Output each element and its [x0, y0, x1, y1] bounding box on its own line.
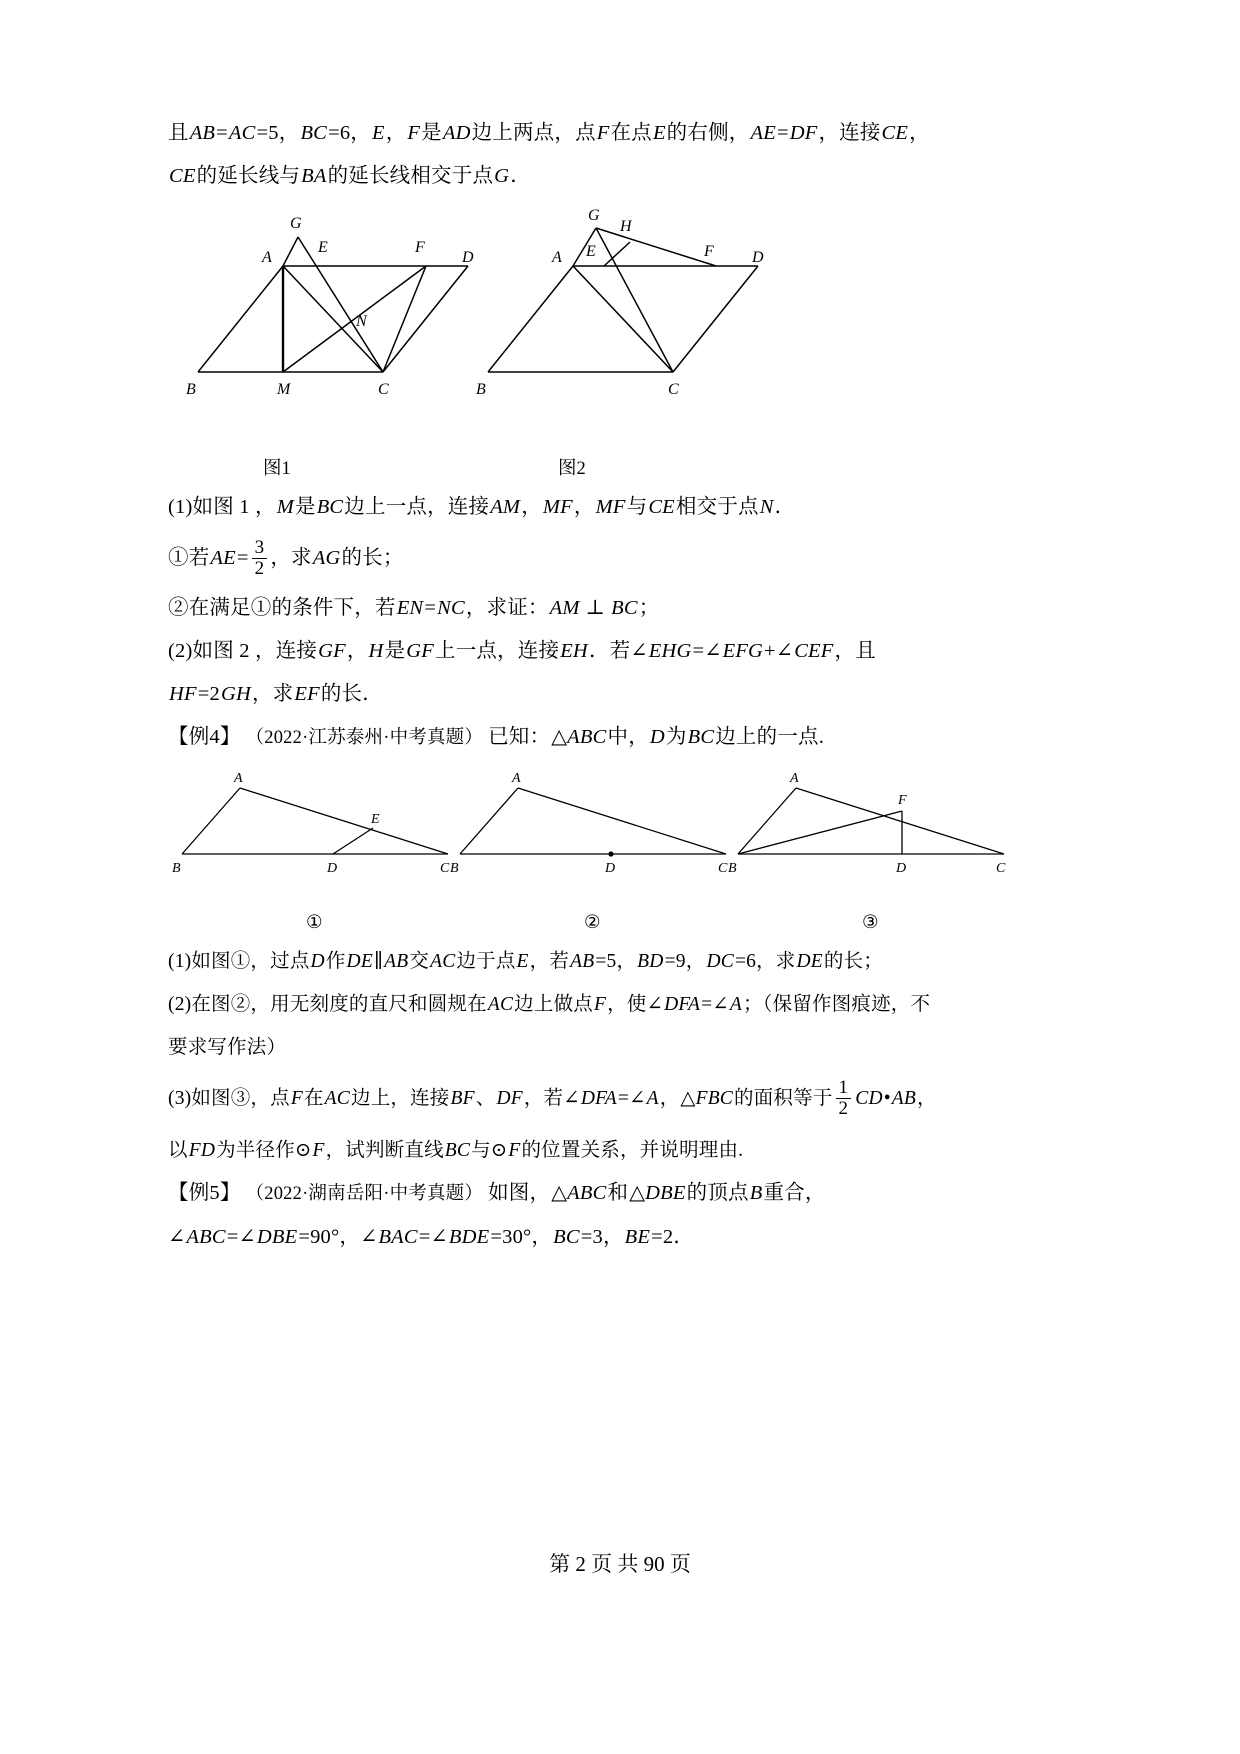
perpendicular-symbol: ⊥ [585, 597, 606, 619]
example-5-source: （2022·湖南岳阳·中考真题） [245, 1184, 484, 1204]
plus-angle: +∠ [764, 640, 794, 662]
figure-captions-row-2 [168, 912, 1080, 940]
figure-1-caption: 图1 [263, 459, 291, 479]
figure1-label-E: E [318, 239, 328, 256]
figure2-label-H: H [620, 218, 632, 235]
intro-line-2 [168, 155, 1080, 198]
ex4-question-2-line2 [168, 1026, 1080, 1069]
math-bc: BC [444, 1140, 471, 1161]
semicolon: ； [638, 597, 660, 619]
figure-2 [468, 204, 788, 419]
comma: 、 [475, 1088, 496, 1109]
ex4q2-text: 边上做点 [514, 994, 593, 1015]
parallel-symbol: ∥ [373, 951, 384, 972]
math-bc: BC [611, 597, 638, 619]
comma: ， [917, 1088, 937, 1109]
math-a: A [729, 994, 742, 1015]
triangle3-label-D: D [896, 861, 907, 876]
period: ． [510, 165, 531, 187]
math-bc: BC [316, 496, 344, 518]
math-e: E [516, 951, 529, 972]
ex4q1-text: 的长； [823, 951, 884, 972]
math-de: DE [346, 951, 373, 972]
ex5-text: 重合， [763, 1182, 826, 1204]
math-bc: BC [687, 726, 715, 748]
math-n: N [759, 496, 774, 518]
val-5: =5 [256, 122, 279, 144]
ex4-question-1 [168, 940, 1080, 983]
triangle3-label-B: B [728, 861, 737, 876]
math-gf: GF [406, 640, 434, 662]
figure-captions-row-1 [168, 454, 1080, 480]
math-ac: AC [324, 1088, 350, 1109]
triangle2-label-A: A [512, 771, 521, 786]
math-triangle-abc: △ABC [551, 1182, 607, 1204]
math-ag: AG [312, 547, 341, 569]
triangle1-label-E: E [371, 812, 380, 827]
math-eh: EH [560, 640, 588, 662]
triangle-figure-1 [168, 766, 458, 876]
q1-text: (1)如图 1 ， [168, 496, 276, 518]
figure2-label-A: A [552, 249, 562, 266]
math-ce: CE [169, 165, 196, 187]
math-bf: BF [450, 1088, 475, 1109]
figure2-label-D: D [752, 249, 764, 266]
math-f: F [596, 122, 610, 144]
intro-text: 是 [421, 122, 442, 144]
q1a-text: 的长； [341, 547, 404, 569]
math-cd: CD [855, 1088, 883, 1109]
math-dbe: DBE [256, 1226, 298, 1248]
math-ab: AB [891, 1088, 917, 1109]
ex4q1-text: 边于点 [456, 951, 516, 972]
figure-2-caption: 图2 [558, 459, 586, 479]
math-gh: GH [220, 683, 251, 705]
figure-1 [178, 204, 488, 419]
math-dfa: DFA [580, 1088, 617, 1109]
intro-text: 的延长线与 [196, 165, 301, 187]
math-triangle-abc: △ABC [551, 726, 607, 748]
ex4q3-text: 在 [303, 1088, 324, 1109]
comma: ， [385, 122, 407, 144]
math-d: D [310, 951, 325, 972]
math-ab: AB [384, 951, 409, 972]
q2-text: (2)如图 2 ，连接 [168, 640, 318, 662]
math-ba: BA [301, 165, 327, 187]
ex4q3-text: ，若∠ [523, 1088, 580, 1109]
ex4q3-text2: 以 [168, 1140, 188, 1161]
math-ab: AB [570, 951, 595, 972]
math-ac: AC [430, 951, 456, 972]
math-bde: BDE [448, 1226, 490, 1248]
eq-angle: =∠ [692, 640, 722, 662]
ex4-text: 已知： [488, 726, 551, 748]
math-de: DE [796, 951, 823, 972]
intro-text: 的右侧， [666, 122, 750, 144]
math-ce: CE [881, 122, 909, 144]
figure1-label-G: G [290, 215, 302, 232]
figures-row-2 [168, 760, 1080, 912]
math-a: A [646, 1088, 659, 1109]
comma: ， [909, 122, 930, 144]
math-ehg: EHG [648, 640, 692, 662]
math-cef: CEF [794, 640, 834, 662]
comma: ， [521, 496, 542, 518]
example-4-source: （2022·江苏泰州·中考真题） [245, 728, 484, 748]
val: =2． [651, 1226, 695, 1248]
fraction-numerator: 1 [838, 1077, 849, 1099]
figure2-label-C: C [668, 381, 679, 398]
math-triangle-dbe: △DBE [629, 1182, 686, 1204]
ex4q2-text: (2)在图②，用无刻度的直尺和圆规在 [168, 994, 487, 1015]
ex4q3-text2: 为半径作⊙ [216, 1140, 312, 1161]
figure1-label-A: A [262, 249, 272, 266]
point-d-marker [608, 851, 613, 856]
val-6: =6 [328, 122, 351, 144]
fraction-numerator: 3 [254, 537, 265, 559]
eq-angle: =∠ [617, 1088, 646, 1109]
math-ad: AD [442, 122, 471, 144]
q1-text: 相交于点 [675, 496, 759, 518]
q1a-text: ①若 [168, 547, 210, 569]
example-5-label: 【例5】 [168, 1182, 241, 1204]
triangle3-label-F: F [898, 793, 907, 808]
math-f: F [312, 1140, 325, 1161]
math-g: G [494, 165, 510, 187]
ex4q1-text: 交 [409, 951, 430, 972]
math-bd: BD [637, 951, 664, 972]
math-f: F [407, 122, 421, 144]
triangle-figure-2 [446, 766, 736, 876]
math-hf: HF [169, 683, 197, 705]
val: =9， [664, 951, 706, 972]
figure2-label-G: G [588, 207, 600, 224]
comma: ， [350, 122, 371, 144]
dot-operator: • [883, 1088, 891, 1109]
ex4q3-text2: ，试判断直线 [325, 1140, 444, 1161]
math-bac: BAC [378, 1226, 418, 1248]
ex4-question-2 [168, 983, 1080, 1026]
ex4q3-text2: 的位置关系，并说明理由. [521, 1140, 744, 1161]
figure2-label-E: E [586, 243, 596, 260]
triangle2-label-C: C [718, 861, 728, 876]
triangle2-label-B: B [450, 861, 459, 876]
math-dfa: DFA [664, 994, 701, 1015]
math-fd: FD [188, 1140, 216, 1161]
math-nc: NC [437, 597, 465, 619]
math-mf: MF [542, 496, 573, 518]
eq: = [236, 547, 249, 569]
example-4-label: 【例4】 [168, 726, 241, 748]
fraction-denominator: 2 [836, 1098, 852, 1119]
math-abc: ABC [186, 1226, 226, 1248]
math-h: H [368, 640, 384, 662]
angle-symbol: ∠ [168, 1226, 186, 1248]
question-1a [168, 529, 1080, 587]
ex5-text: 和 [607, 1182, 629, 1204]
triangle-1-caption: ① [306, 913, 323, 933]
math-mf: MF [595, 496, 626, 518]
ex4q1-text: 作 [325, 951, 346, 972]
val: =3， [580, 1226, 624, 1248]
triangle3-label-C: C [996, 861, 1006, 876]
eq-angle: =∠ [226, 1226, 256, 1248]
math-efg: EFG [722, 640, 764, 662]
example-5-line2 [168, 1216, 1080, 1259]
math-ac: AC [487, 994, 514, 1015]
example-5-heading [168, 1172, 1080, 1216]
ex4q1-text: (1)如图①，过点 [168, 951, 310, 972]
question-2-line2 [168, 673, 1080, 716]
ex4q2-text2: 要求写作法） [168, 1037, 287, 1058]
ex4-text: 边上的一点. [715, 726, 825, 748]
comma: ， [278, 122, 300, 144]
ex4q1-text: ，若 [529, 951, 570, 972]
question-2 [168, 630, 1080, 673]
math-ae: AE [750, 122, 776, 144]
q2-text: 是 [384, 640, 406, 662]
val: =30°， [490, 1226, 553, 1248]
eq-2: =2 [197, 683, 220, 705]
eq: = [216, 122, 228, 144]
val: =6，求 [734, 951, 796, 972]
triangle-figure-3 [724, 766, 1014, 876]
ex4-text: 中， [607, 726, 649, 748]
val: =5， [595, 951, 637, 972]
figure1-label-D: D [462, 249, 474, 266]
triangle3-label-A: A [790, 771, 799, 786]
q2-text: ，且 [834, 640, 876, 662]
q1b-text: ②在满足①的条件下，若 [168, 597, 396, 619]
q1-text: 是 [294, 496, 316, 518]
question-1b [168, 587, 1080, 630]
ex4-question-3-line2 [168, 1129, 1080, 1172]
ex4q3-text: (3)如图③，点 [168, 1088, 290, 1109]
intro-text: 边上两点，点 [471, 122, 596, 144]
q1-text: 边上一点，连接 [344, 496, 490, 518]
math-e: E [652, 122, 666, 144]
math-ac: AC [228, 122, 256, 144]
ex4-question-3 [168, 1069, 1080, 1129]
eq: = [424, 597, 437, 619]
ex4-text: 为 [665, 726, 687, 748]
math-b: B [749, 1182, 763, 1204]
ex5-text: 如图， [488, 1182, 551, 1204]
q2-text: ．若∠ [588, 640, 648, 662]
period: ． [774, 496, 796, 518]
figure1-label-C: C [378, 381, 389, 398]
ex4q2-text: ，使∠ [607, 994, 664, 1015]
comma: ， [346, 640, 368, 662]
math-m: M [276, 496, 294, 518]
math-f: F [593, 994, 607, 1015]
triangle1-label-D: D [327, 861, 338, 876]
figure1-label-M: M [277, 381, 291, 398]
math-triangle-fbc: △FBC [680, 1088, 734, 1109]
q2-text: 上一点，连接 [435, 640, 560, 662]
figure2-label-F: F [704, 243, 714, 260]
math-df: DF [789, 122, 818, 144]
math-ae: AE [210, 547, 236, 569]
fraction-3-2 [252, 538, 268, 579]
q2-text: 的长． [320, 683, 383, 705]
q1b-text: ，求证： [465, 597, 549, 619]
ex5-text: 的顶点 [686, 1182, 749, 1204]
math-bc: BC [300, 122, 328, 144]
math-f: F [508, 1140, 521, 1161]
ex4q3-text2: 与⊙ [471, 1140, 508, 1161]
math-f: F [290, 1088, 303, 1109]
triangle2-label-D: D [605, 861, 616, 876]
page-footer: 第 2 页 共 90 页 [549, 1552, 691, 1576]
triangle-2-caption: ② [584, 913, 601, 933]
triangle1-label-A: A [234, 771, 243, 786]
math-en: EN [396, 597, 424, 619]
math-dc: DC [706, 951, 734, 972]
question-1 [168, 486, 1080, 529]
math-bc: BC [553, 1226, 580, 1248]
math-df: DF [496, 1088, 523, 1109]
triangle1-label-C: C [440, 861, 450, 876]
figure1-label-F: F [415, 239, 425, 256]
math-d: D [649, 726, 665, 748]
eq-angle: =∠ [418, 1226, 448, 1248]
val: =90°，∠ [298, 1226, 378, 1248]
intro-line-1 [168, 112, 1080, 155]
eq-angle: =∠ [701, 994, 729, 1015]
math-ce: CE [648, 496, 675, 518]
triangle-3-caption: ③ [862, 913, 879, 933]
figures-row-1 [168, 204, 1080, 454]
q1-text: 与 [626, 496, 648, 518]
intro-text: ，连接 [818, 122, 881, 144]
math-gf: GF [318, 640, 346, 662]
comma: ， [573, 496, 595, 518]
ex4q2-text: ；（保留作图痕迹，不 [742, 994, 931, 1015]
comma: ， [659, 1088, 680, 1109]
eq: = [776, 122, 789, 144]
triangle1-label-B: B [172, 861, 181, 876]
fraction-denominator: 2 [252, 558, 268, 579]
intro-text: 在点 [610, 122, 652, 144]
math-am: AM [549, 597, 580, 619]
intro-text: 且 [168, 122, 189, 144]
page-content [168, 112, 1080, 1259]
ex4q3-text: 的面积等于 [734, 1088, 833, 1109]
math-e: E [371, 122, 385, 144]
example-4-heading [168, 716, 1080, 760]
math-ef: EF [294, 683, 320, 705]
intro-text: 的延长线相交于点 [327, 165, 494, 187]
math-ab: AB [189, 122, 216, 144]
figure1-label-N: N [356, 313, 367, 330]
figure1-label-B: B [186, 381, 196, 398]
ex4q3-text: 边上，连接 [351, 1088, 450, 1109]
figure2-label-B: B [476, 381, 486, 398]
math-be: BE [624, 1226, 651, 1248]
math-am: AM [490, 496, 521, 518]
q2-text: ，求 [251, 683, 294, 705]
q1a-text: ，求 [270, 547, 312, 569]
fraction-1-2 [836, 1078, 852, 1119]
